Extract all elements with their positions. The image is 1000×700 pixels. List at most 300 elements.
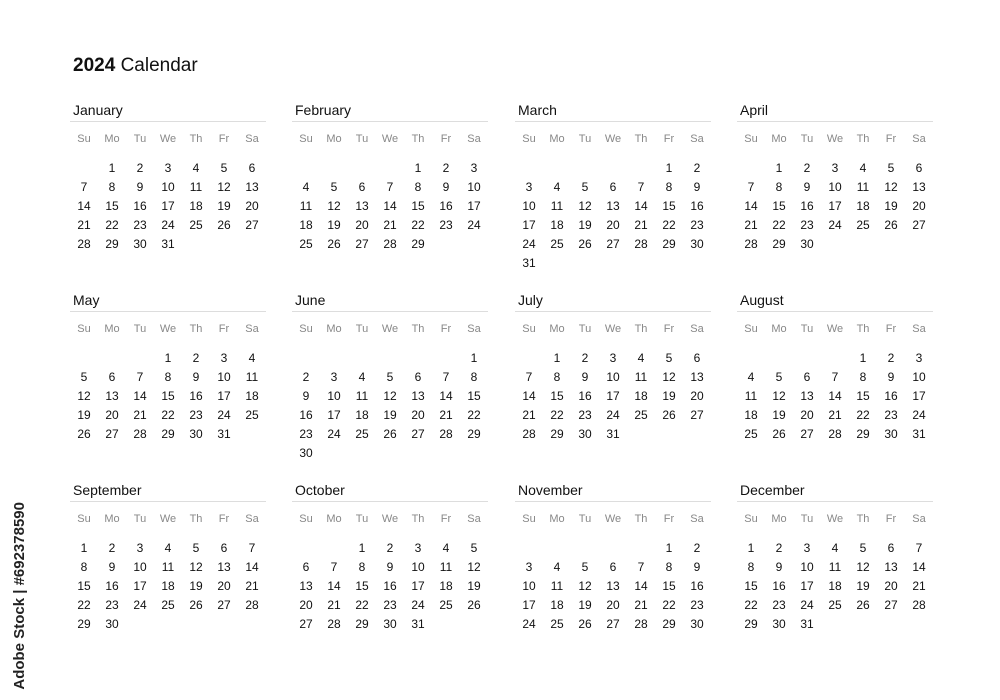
day-number: 10 [800, 560, 814, 574]
month-name: September [73, 482, 142, 498]
weekday-label: Sa [467, 133, 481, 145]
day-grid [515, 159, 711, 273]
day-grid [292, 539, 488, 634]
day-number: 11 [856, 180, 870, 194]
day-number: 27 [606, 617, 620, 631]
weekday-label: Sa [467, 323, 481, 335]
day-number: 20 [884, 579, 898, 593]
weekday-header [292, 320, 488, 338]
day-number: 4 [442, 541, 450, 555]
empty-day [404, 349, 432, 368]
day-number: 28 [634, 617, 648, 631]
day-grid [70, 539, 266, 634]
day-number: 30 [800, 237, 814, 251]
day-number: 20 [690, 389, 704, 403]
day-number: 21 [327, 598, 341, 612]
weekday-label: We [159, 513, 177, 525]
day-number: 15 [355, 579, 369, 593]
day-number: 1 [164, 351, 172, 365]
month-name: April [740, 102, 769, 118]
month-june [292, 290, 488, 463]
day-number: 23 [299, 427, 313, 441]
day-number: 15 [744, 579, 758, 593]
weekday-label: Mo [326, 323, 342, 335]
day-number: 22 [662, 218, 676, 232]
day-number: 30 [383, 617, 397, 631]
day-number: 3 [330, 370, 338, 384]
day-number: 20 [800, 408, 814, 422]
weekday-header [70, 320, 266, 338]
day-number: 3 [136, 541, 144, 555]
day-number: 8 [470, 370, 478, 384]
day-number: 29 [161, 427, 175, 441]
day-number: 29 [772, 237, 786, 251]
weekday-label: Fr [663, 513, 675, 525]
day-number: 7 [248, 541, 256, 555]
day-number: 14 [912, 560, 926, 574]
day-number: 19 [856, 579, 870, 593]
day-number: 8 [775, 180, 783, 194]
day-number: 31 [217, 427, 231, 441]
empty-day [571, 539, 599, 558]
weekday-label: Th [189, 323, 203, 335]
day-number: 12 [578, 199, 592, 213]
day-number: 10 [161, 180, 175, 194]
weekday-label: Tu [133, 133, 147, 145]
day-number: 16 [690, 199, 704, 213]
day-number: 14 [245, 560, 259, 574]
month-march [515, 100, 711, 273]
weekday-label: Tu [578, 513, 592, 525]
day-number: 21 [828, 408, 842, 422]
weekday-label: Fr [218, 513, 230, 525]
day-number: 23 [800, 218, 814, 232]
weekday-label: Sa [690, 513, 704, 525]
stock-watermark [4, 460, 34, 690]
day-grid [515, 349, 711, 444]
month-divider [292, 501, 488, 502]
day-number: 27 [800, 427, 814, 441]
day-number: 6 [358, 180, 366, 194]
weekday-label: Su [77, 133, 91, 145]
month-september [70, 480, 266, 634]
day-number: 4 [859, 161, 867, 175]
day-number: 19 [327, 218, 341, 232]
day-number: 4 [553, 560, 561, 574]
day-number: 22 [662, 598, 676, 612]
day-number: 28 [383, 237, 397, 251]
day-number: 28 [634, 237, 648, 251]
weekday-label: Sa [245, 513, 259, 525]
weekday-label: Sa [245, 133, 259, 145]
day-number: 5 [887, 161, 895, 175]
empty-day [793, 349, 821, 368]
day-number: 27 [606, 237, 620, 251]
day-number: 27 [299, 617, 313, 631]
day-number: 2 [693, 161, 701, 175]
day-number: 15 [77, 579, 91, 593]
day-number: 11 [355, 389, 369, 403]
day-number: 10 [411, 560, 425, 574]
day-number: 26 [772, 427, 786, 441]
day-grid [292, 159, 488, 254]
day-number: 23 [578, 408, 592, 422]
month-divider [292, 311, 488, 312]
day-number: 3 [414, 541, 422, 555]
day-number: 24 [912, 408, 926, 422]
empty-day [126, 349, 154, 368]
day-number: 9 [693, 180, 701, 194]
day-number: 13 [245, 180, 259, 194]
day-number: 11 [189, 180, 203, 194]
day-number: 8 [747, 560, 755, 574]
day-number: 9 [136, 180, 144, 194]
day-number: 13 [606, 579, 620, 593]
month-july [515, 290, 711, 444]
month-december [737, 480, 933, 634]
day-number: 20 [411, 408, 425, 422]
day-number: 2 [581, 351, 589, 365]
day-number: 10 [606, 370, 620, 384]
empty-day [292, 159, 320, 178]
day-number: 23 [772, 598, 786, 612]
day-number: 5 [775, 370, 783, 384]
day-number: 22 [467, 408, 481, 422]
day-number: 22 [77, 598, 91, 612]
day-number: 24 [828, 218, 842, 232]
day-number: 15 [550, 389, 564, 403]
empty-day [376, 349, 404, 368]
weekday-label: Fr [218, 323, 230, 335]
day-number: 12 [77, 389, 91, 403]
day-number: 7 [915, 541, 923, 555]
day-number: 10 [467, 180, 481, 194]
day-number: 21 [133, 408, 147, 422]
day-grid [70, 159, 266, 254]
day-number: 27 [355, 237, 369, 251]
weekday-label: Su [299, 133, 313, 145]
month-divider [515, 311, 711, 312]
weekday-label: Tu [800, 133, 814, 145]
day-number: 9 [693, 560, 701, 574]
day-number: 4 [164, 541, 172, 555]
day-number: 6 [693, 351, 701, 365]
day-number: 12 [884, 180, 898, 194]
day-number: 2 [302, 370, 310, 384]
month-august [737, 290, 933, 444]
weekday-label: Fr [218, 133, 230, 145]
day-number: 14 [828, 389, 842, 403]
day-number: 16 [133, 199, 147, 213]
day-number: 29 [355, 617, 369, 631]
day-number: 19 [662, 389, 676, 403]
day-number: 19 [578, 218, 592, 232]
weekday-label: We [604, 513, 622, 525]
month-april [737, 100, 933, 254]
day-number: 17 [133, 579, 147, 593]
day-number: 24 [411, 598, 425, 612]
day-number: 9 [442, 180, 450, 194]
empty-day [627, 539, 655, 558]
weekday-label: Th [189, 133, 203, 145]
day-number: 17 [217, 389, 231, 403]
day-number: 24 [800, 598, 814, 612]
empty-day [320, 159, 348, 178]
day-number: 24 [606, 408, 620, 422]
day-number: 26 [327, 237, 341, 251]
day-number: 8 [358, 560, 366, 574]
title-label: Calendar [120, 55, 198, 76]
day-number: 19 [77, 408, 91, 422]
weekday-label: Mo [104, 513, 120, 525]
day-number: 22 [744, 598, 758, 612]
day-number: 15 [772, 199, 786, 213]
day-number: 16 [383, 579, 397, 593]
day-number: 5 [220, 161, 228, 175]
day-number: 16 [189, 389, 203, 403]
day-number: 10 [522, 199, 536, 213]
day-number: 23 [690, 598, 704, 612]
weekday-label: Sa [912, 323, 926, 335]
weekday-label: Fr [440, 513, 452, 525]
weekday-label: Tu [355, 513, 369, 525]
month-divider [515, 121, 711, 122]
day-number: 16 [299, 408, 313, 422]
day-number: 18 [439, 579, 453, 593]
weekday-label: Th [634, 323, 648, 335]
day-number: 27 [411, 427, 425, 441]
day-number: 21 [634, 218, 648, 232]
weekday-label: Su [77, 323, 91, 335]
day-number: 16 [690, 579, 704, 593]
day-number: 4 [553, 180, 561, 194]
day-number: 24 [522, 617, 536, 631]
day-number: 26 [856, 598, 870, 612]
month-november [515, 480, 711, 634]
weekday-label: Th [856, 133, 870, 145]
weekday-label: We [381, 323, 399, 335]
day-number: 7 [831, 370, 839, 384]
empty-day [737, 159, 765, 178]
day-number: 18 [189, 199, 203, 213]
day-number: 18 [299, 218, 313, 232]
day-number: 7 [330, 560, 338, 574]
day-number: 18 [161, 579, 175, 593]
day-number: 28 [522, 427, 536, 441]
weekday-label: Fr [885, 513, 897, 525]
weekday-label: Tu [800, 513, 814, 525]
day-number: 13 [411, 389, 425, 403]
day-number: 19 [772, 408, 786, 422]
weekday-label: We [826, 133, 844, 145]
day-number: 30 [105, 617, 119, 631]
day-number: 29 [662, 617, 676, 631]
weekday-label: Su [744, 323, 758, 335]
day-number: 23 [439, 218, 453, 232]
day-number: 17 [606, 389, 620, 403]
day-number: 10 [133, 560, 147, 574]
day-number: 10 [912, 370, 926, 384]
empty-day [70, 159, 98, 178]
day-number: 20 [912, 199, 926, 213]
day-number: 5 [665, 351, 673, 365]
weekday-label: Mo [549, 513, 565, 525]
day-number: 28 [77, 237, 91, 251]
day-number: 26 [662, 408, 676, 422]
day-number: 12 [578, 579, 592, 593]
day-number: 6 [887, 541, 895, 555]
weekday-label: Sa [245, 323, 259, 335]
day-number: 22 [772, 218, 786, 232]
month-name: December [740, 482, 805, 498]
weekday-label: Su [744, 133, 758, 145]
day-number: 26 [578, 617, 592, 631]
day-number: 3 [803, 541, 811, 555]
day-number: 11 [550, 199, 564, 213]
day-number: 16 [578, 389, 592, 403]
day-number: 25 [355, 427, 369, 441]
day-number: 13 [912, 180, 926, 194]
day-number: 14 [634, 199, 648, 213]
day-number: 17 [467, 199, 481, 213]
day-number: 19 [383, 408, 397, 422]
weekday-label: We [159, 323, 177, 335]
day-number: 30 [690, 617, 704, 631]
weekday-label: Sa [912, 133, 926, 145]
weekday-label: Mo [326, 513, 342, 525]
day-number: 7 [80, 180, 88, 194]
day-number: 21 [634, 598, 648, 612]
day-number: 3 [164, 161, 172, 175]
day-number: 5 [470, 541, 478, 555]
watermark-text: Adobe Stock | #692378590 [10, 502, 28, 690]
day-number: 4 [747, 370, 755, 384]
weekday-label: Th [856, 513, 870, 525]
empty-day [348, 349, 376, 368]
day-number: 21 [383, 218, 397, 232]
weekday-label: Mo [326, 133, 342, 145]
empty-day [376, 159, 404, 178]
month-february [292, 100, 488, 254]
month-name: May [73, 292, 100, 308]
empty-day [515, 539, 543, 558]
weekday-label: Th [411, 513, 425, 525]
day-number: 22 [105, 218, 119, 232]
day-number: 29 [662, 237, 676, 251]
day-number: 25 [245, 408, 259, 422]
day-number: 3 [525, 560, 533, 574]
day-number: 15 [161, 389, 175, 403]
day-number: 19 [578, 598, 592, 612]
day-number: 24 [327, 427, 341, 441]
day-number: 9 [803, 180, 811, 194]
weekday-label: Tu [355, 133, 369, 145]
day-number: 21 [439, 408, 453, 422]
day-number: 13 [217, 560, 231, 574]
day-number: 18 [245, 389, 259, 403]
day-number: 9 [775, 560, 783, 574]
weekday-label: Tu [355, 323, 369, 335]
month-divider [515, 501, 711, 502]
day-number: 7 [136, 370, 144, 384]
weekday-label: Th [634, 133, 648, 145]
day-number: 1 [747, 541, 755, 555]
day-number: 26 [217, 218, 231, 232]
month-name: June [295, 292, 326, 308]
day-number: 28 [327, 617, 341, 631]
day-number: 8 [414, 180, 422, 194]
day-number: 11 [634, 370, 648, 384]
weekday-label: Sa [690, 323, 704, 335]
day-number: 22 [355, 598, 369, 612]
day-number: 10 [522, 579, 536, 593]
day-number: 24 [161, 218, 175, 232]
weekday-header [70, 130, 266, 148]
day-number: 3 [220, 351, 228, 365]
weekday-label: We [381, 513, 399, 525]
day-number: 17 [161, 199, 175, 213]
day-number: 9 [581, 370, 589, 384]
day-number: 25 [744, 427, 758, 441]
weekday-label: Su [522, 513, 536, 525]
weekday-header [515, 320, 711, 338]
day-number: 28 [133, 427, 147, 441]
day-number: 11 [828, 560, 842, 574]
month-may [70, 290, 266, 444]
day-number: 3 [470, 161, 478, 175]
day-number: 11 [299, 199, 313, 213]
day-number: 7 [637, 560, 645, 574]
weekday-label: We [604, 323, 622, 335]
weekday-label: Fr [885, 133, 897, 145]
day-number: 28 [744, 237, 758, 251]
day-number: 24 [133, 598, 147, 612]
day-number: 20 [245, 199, 259, 213]
day-number: 17 [912, 389, 926, 403]
day-number: 5 [386, 370, 394, 384]
day-number: 16 [772, 579, 786, 593]
day-number: 7 [637, 180, 645, 194]
day-number: 25 [550, 237, 564, 251]
empty-day [320, 539, 348, 558]
day-number: 12 [217, 180, 231, 194]
weekday-label: Mo [771, 323, 787, 335]
day-number: 20 [355, 218, 369, 232]
day-number: 18 [856, 199, 870, 213]
day-number: 12 [856, 560, 870, 574]
empty-day [515, 159, 543, 178]
weekday-label: Tu [133, 323, 147, 335]
day-number: 12 [467, 560, 481, 574]
day-number: 22 [411, 218, 425, 232]
day-number: 17 [411, 579, 425, 593]
day-number: 6 [414, 370, 422, 384]
day-number: 17 [522, 598, 536, 612]
day-number: 18 [744, 408, 758, 422]
day-number: 5 [80, 370, 88, 384]
day-number: 15 [411, 199, 425, 213]
day-number: 4 [831, 541, 839, 555]
day-number: 29 [856, 427, 870, 441]
month-divider [737, 121, 933, 122]
weekday-label: Th [411, 323, 425, 335]
day-number: 10 [217, 370, 231, 384]
empty-day [320, 349, 348, 368]
day-number: 1 [470, 351, 478, 365]
day-number: 11 [550, 579, 564, 593]
day-number: 24 [467, 218, 481, 232]
title-year: 2024 [73, 55, 116, 76]
